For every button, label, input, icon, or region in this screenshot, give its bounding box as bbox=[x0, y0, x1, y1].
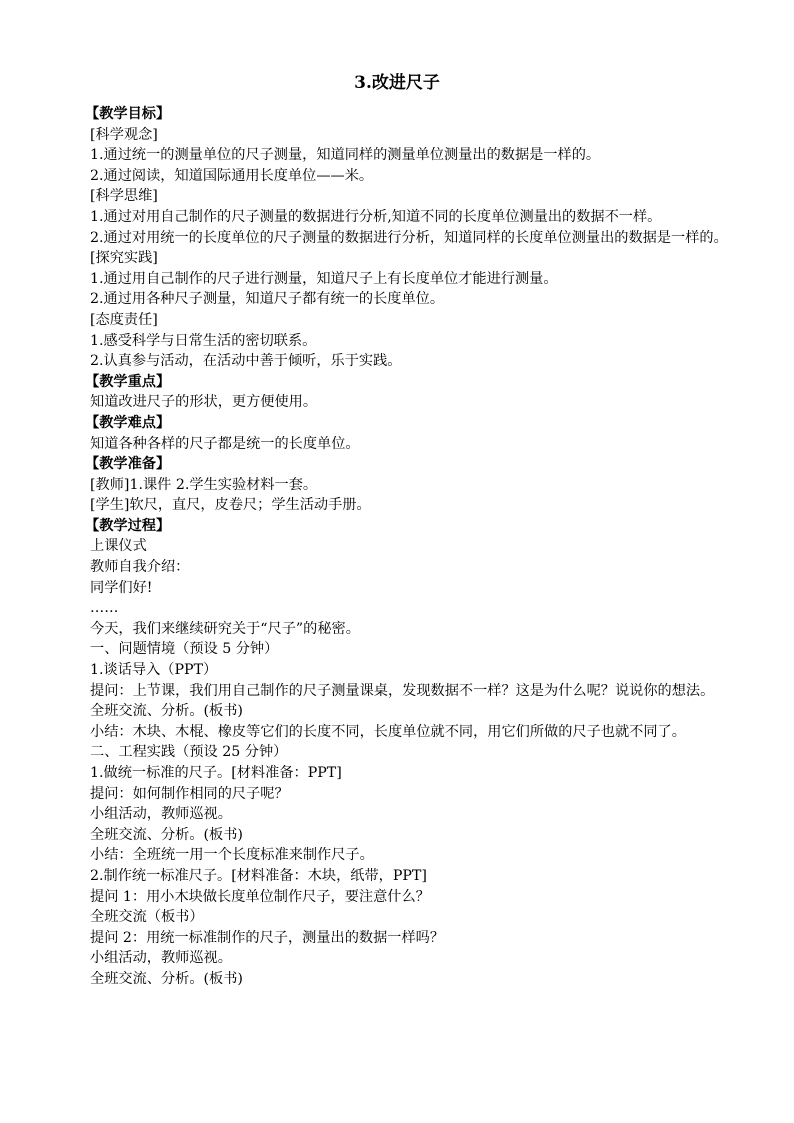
paragraph: 1.通过对用自己制作的尺子测量的数据进行分析,知道不同的长度单位测量出的数据不一样。 bbox=[90, 208, 662, 225]
document-title: 3.改进尺子 bbox=[354, 73, 440, 93]
subheading-science-thinking: [科学思维] bbox=[90, 188, 158, 205]
paragraph: 教师自我介绍： bbox=[90, 559, 190, 576]
paragraph: 全班交流、分析。(板书) bbox=[90, 826, 243, 843]
paragraph: 小组活动，教师巡视。 bbox=[90, 950, 232, 967]
paragraph: 2.制作统一标准尺子。[材料准备：木块，纸带，PPT] bbox=[90, 867, 427, 884]
paragraph: 2.通过阅读，知道国际通用长度单位——米。 bbox=[90, 167, 374, 184]
paragraph: 2.通过对用统一的长度单位的尺子测量的数据进行分析，知道同样的长度单位测量出的数据是一样的。 bbox=[90, 229, 728, 246]
paragraph: 1.通过用自己制作的尺子进行测量，知道尺子上有长度单位才能进行测量。 bbox=[90, 270, 558, 287]
subheading-inquiry-practice: [探究实践] bbox=[90, 250, 158, 267]
paragraph: 1.感受科学与日常生活的密切联系。 bbox=[90, 332, 317, 349]
subheading-science-concept: [科学观念] bbox=[90, 126, 158, 143]
section-heading: 二、工程实践（预设 25 分钟） bbox=[90, 744, 288, 761]
paragraph: 小组活动，教师巡视。 bbox=[90, 806, 232, 823]
paragraph: 上课仪式 bbox=[90, 538, 147, 555]
paragraph: 1.通过统一的测量单位的尺子测量，知道同样的测量单位测量出的数据是一样的。 bbox=[90, 147, 601, 164]
paragraph: 今天，我们来继续研究关于“尺子”的秘密。 bbox=[90, 620, 360, 637]
paragraph: …… bbox=[90, 600, 119, 617]
heading-preparation: 【教学准备】 bbox=[85, 456, 171, 473]
heading-teaching-goals: 【教学目标】 bbox=[85, 106, 171, 122]
paragraph: [学生]软尺，直尺，皮卷尺；学生活动手册。 bbox=[90, 497, 371, 514]
paragraph: 1.做统一标准的尺子。[材料准备：PPT] bbox=[90, 765, 342, 781]
paragraph: 同学们好! bbox=[90, 579, 153, 596]
paragraph: 2.认真参与活动，在活动中善于倾听，乐于实践。 bbox=[90, 353, 402, 370]
paragraph: [教师]1.课件 2.学生实验材料一套。 bbox=[90, 476, 318, 493]
subheading-attitude: [态度责任] bbox=[90, 311, 158, 328]
heading-teaching-process: 【教学过程】 bbox=[85, 517, 171, 534]
paragraph: 提问：如何制作相同的尺子呢？ bbox=[90, 785, 289, 802]
paragraph: 1.谈话导入（PPT） bbox=[90, 662, 218, 679]
heading-key-points: 【教学重点】 bbox=[85, 373, 171, 390]
heading-difficulties: 【教学难点】 bbox=[85, 414, 171, 431]
paragraph: 全班交流（板书） bbox=[90, 909, 204, 926]
paragraph: 提问 2：用统一标准制作的尺子，测量出的数据一样吗？ bbox=[90, 929, 445, 946]
paragraph: 知道改进尺子的形状，更方便使用。 bbox=[90, 394, 318, 411]
paragraph: 小结：木块、木棍、橡皮等它们的长度不同，长度单位就不同，用它们所做的尺子也就不同了。 bbox=[90, 723, 686, 740]
paragraph: 全班交流、分析。(板书) bbox=[90, 703, 243, 720]
paragraph: 知道各种各样的尺子都是统一的长度单位。 bbox=[90, 435, 360, 452]
paragraph: 提问：上节课，我们用自己制作的尺子测量课桌，发现数据不一样？这是为什么呢？说说你的想法。 bbox=[90, 682, 715, 699]
paragraph: 全班交流、分析。(板书) bbox=[90, 970, 243, 987]
paragraph: 提问 1：用小木块做长度单位制作尺子，要注意什么？ bbox=[90, 888, 430, 905]
section-heading: 一、问题情境（预设 5 分钟） bbox=[90, 641, 279, 658]
document-body bbox=[60, 104, 736, 990]
paragraph: 小结：全班统一用一个长度标准来制作尺子。 bbox=[90, 847, 374, 864]
paragraph: 2.通过用各种尺子测量，知道尺子都有统一的长度单位。 bbox=[90, 291, 445, 308]
